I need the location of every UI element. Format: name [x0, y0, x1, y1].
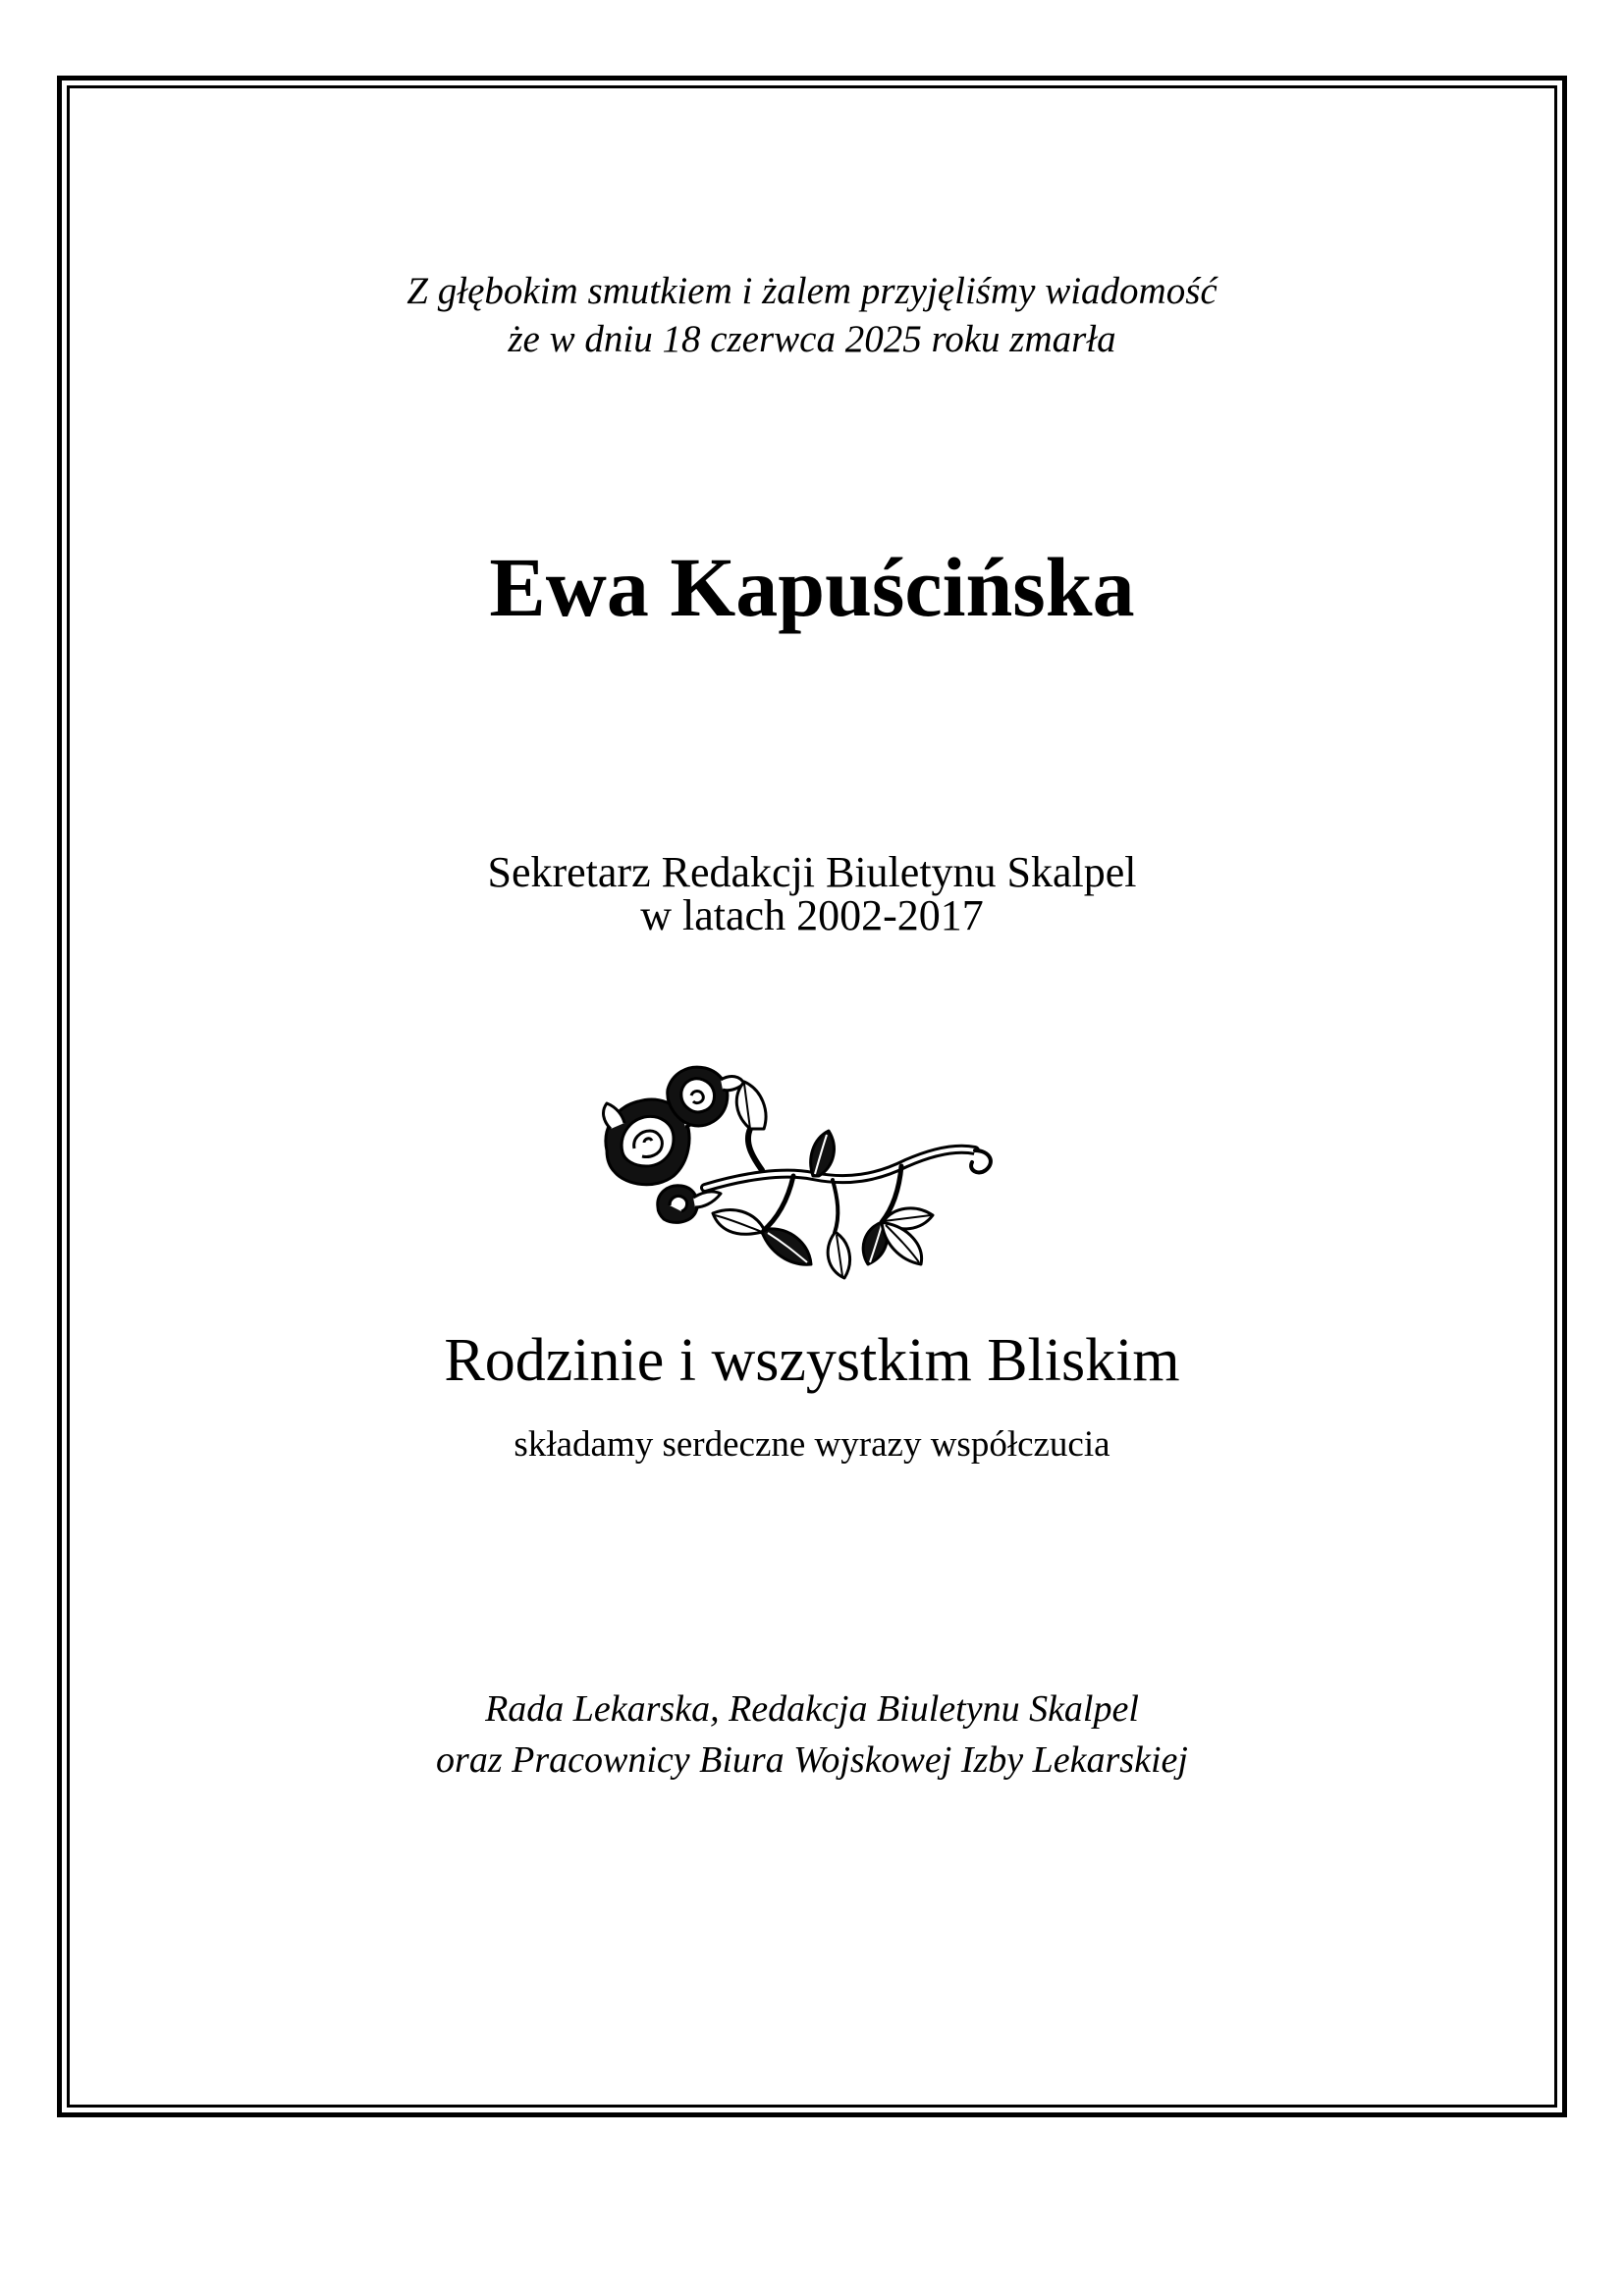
rose-icon — [587, 1060, 1000, 1281]
deceased-name: Ewa Kapuścińska — [489, 540, 1135, 634]
intro-line-1: Z głębokim smutkiem i żalem przyjęliśmy wiadomość — [406, 270, 1218, 312]
signature-line-1: Rada Lekarska, Redakcja Biuletynu Skalpel — [485, 1688, 1139, 1730]
condolence-line: składamy serdeczne wyrazy współczucia — [514, 1424, 1110, 1465]
intro-line-2: że w dniu 18 czerwca 2025 roku zmarła — [508, 318, 1116, 360]
role-line-1: Sekretarz Redakcji Biuletynu Skalpel — [487, 848, 1137, 896]
signature-line-2: oraz Pracownicy Biura Wojskowej Izby Lekarskiej — [436, 1739, 1188, 1781]
family-heading: Rodzinie i wszystkim Bliskim — [444, 1327, 1180, 1394]
role-line-2: w latach 2002-2017 — [640, 891, 984, 939]
